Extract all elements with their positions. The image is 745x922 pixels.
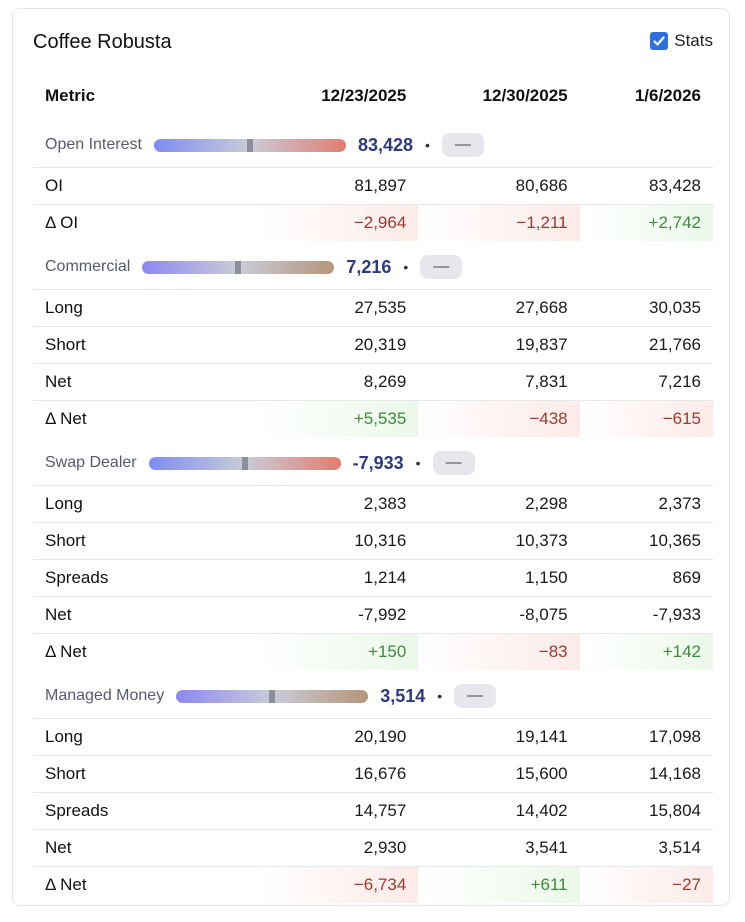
table-body [33, 119, 713, 903]
table-row [33, 168, 713, 205]
table-cell: 10,316 [257, 523, 418, 560]
table-cell: 27,535 [257, 290, 418, 327]
separator-dot: • [415, 455, 421, 471]
table-cell: −615 [580, 401, 713, 438]
table-cell: 19,141 [418, 719, 579, 756]
table-cell: 14,402 [418, 793, 579, 830]
table-cell: 869 [580, 560, 713, 597]
section-row [33, 241, 713, 290]
section-cell [33, 119, 713, 168]
separator-dot: • [425, 137, 430, 153]
table-cell: 1,214 [257, 560, 418, 597]
section-header [45, 451, 701, 475]
table-cell: 19,837 [418, 327, 579, 364]
checkmark-icon [652, 34, 666, 48]
date-header: 1/6/2026 [634, 86, 701, 105]
section-row [33, 437, 713, 486]
table-cell: -8,075 [418, 597, 579, 634]
table-cell: 20,190 [257, 719, 418, 756]
gauge-marker [247, 139, 253, 152]
table-cell: 7,831 [418, 364, 579, 401]
row-label: Net [33, 597, 257, 634]
row-label: Short [33, 327, 257, 364]
table-cell: 1,150 [418, 560, 579, 597]
table-row [33, 486, 713, 523]
cot-card [12, 8, 730, 906]
row-label: Δ Net [33, 867, 257, 904]
row-label: Spreads [33, 793, 257, 830]
table-cell: +150 [257, 634, 418, 671]
table-cell: 2,373 [580, 486, 713, 523]
table-row [33, 401, 713, 438]
table-cell: +2,742 [580, 205, 713, 242]
table-cell: 16,676 [257, 756, 418, 793]
table-cell: −83 [418, 634, 579, 671]
table-cell: 3,514 [580, 830, 713, 867]
section-header [45, 684, 701, 708]
table-cell: −2,964 [257, 205, 418, 242]
table-row [33, 327, 713, 364]
table-cell: 81,897 [257, 168, 418, 205]
stats-toggle[interactable] [650, 31, 713, 51]
stats-checkbox[interactable] [650, 32, 668, 50]
stats-label: Stats [674, 31, 713, 50]
table-cell: 8,269 [257, 364, 418, 401]
table-row [33, 364, 713, 401]
table-cell: 15,804 [580, 793, 713, 830]
table-cell: +5,535 [257, 401, 418, 438]
row-label: Spreads [33, 560, 257, 597]
card-title: Coffee Robusta [33, 31, 172, 53]
table-cell: −438 [418, 401, 579, 438]
table-cell: +142 [580, 634, 713, 671]
table-row [33, 523, 713, 560]
table-cell: 3,541 [418, 830, 579, 867]
row-label: Long [33, 719, 257, 756]
date-header: 12/23/2025 [321, 86, 407, 105]
table-cell: 15,600 [418, 756, 579, 793]
collapse-button[interactable]: — [420, 255, 462, 279]
table-row [33, 830, 713, 867]
table-cell: 83,428 [580, 168, 713, 205]
table-cell: -7,992 [257, 597, 418, 634]
section-name: Managed Money [45, 687, 165, 704]
separator-dot: • [403, 259, 409, 275]
section-header [45, 255, 701, 279]
row-label: Net [33, 830, 257, 867]
position-gauge [149, 457, 341, 470]
position-gauge [176, 690, 368, 703]
table-row [33, 793, 713, 830]
table-cell: 27,668 [418, 290, 579, 327]
table-cell: 10,365 [580, 523, 713, 560]
section-value: 83,428 [357, 134, 414, 155]
section-name: Swap Dealer [45, 454, 137, 471]
row-label: Δ OI [33, 205, 257, 242]
section-value: 3,514 [380, 685, 426, 706]
position-gauge [142, 261, 334, 274]
table-cell: 2,298 [418, 486, 579, 523]
section-cell [33, 437, 713, 486]
table-cell: 7,216 [580, 364, 713, 401]
table-cell: 14,168 [580, 756, 713, 793]
gauge-marker [242, 457, 248, 470]
section-row [33, 119, 713, 168]
table-cell: 17,098 [580, 719, 713, 756]
table-cell: −27 [580, 867, 713, 904]
table-row [33, 634, 713, 671]
section-cell [33, 241, 713, 290]
section-name: Open Interest [45, 136, 142, 153]
section-row [33, 670, 713, 719]
table-cell: -7,933 [580, 597, 713, 634]
separator-dot: • [437, 688, 443, 704]
row-label: Long [33, 290, 257, 327]
row-label: Short [33, 523, 257, 560]
row-label: Net [33, 364, 257, 401]
collapse-button[interactable]: — [454, 684, 496, 708]
table-cell: 30,035 [580, 290, 713, 327]
table-cell: 2,383 [257, 486, 418, 523]
table-row [33, 205, 713, 242]
gauge-marker [235, 261, 241, 274]
table-row [33, 867, 713, 904]
table-cell: 20,319 [257, 327, 418, 364]
header-row [33, 73, 713, 119]
row-label: Short [33, 756, 257, 793]
table-cell: +611 [418, 867, 579, 904]
table-cell: −6,734 [257, 867, 418, 904]
metric-header: Metric [45, 86, 96, 105]
section-header [45, 133, 701, 157]
table-cell: 80,686 [418, 168, 579, 205]
row-label: Δ Net [33, 634, 257, 671]
row-label: Long [33, 486, 257, 523]
table-row [33, 290, 713, 327]
table-row [33, 756, 713, 793]
collapse-button[interactable]: — [433, 451, 475, 475]
table-row [33, 719, 713, 756]
table-cell: 14,757 [257, 793, 418, 830]
date-header: 12/30/2025 [482, 86, 568, 105]
row-label: Δ Net [33, 401, 257, 438]
table-cell: −1,211 [418, 205, 579, 242]
cot-table [33, 73, 713, 903]
table-cell: 2,930 [257, 830, 418, 867]
row-label: OI [33, 168, 257, 205]
table-cell: 10,373 [418, 523, 579, 560]
gauge-marker [269, 690, 275, 703]
section-name: Commercial [45, 258, 131, 275]
section-cell [33, 670, 713, 719]
table-cell: 21,766 [580, 327, 713, 364]
table-row [33, 560, 713, 597]
section-value: 7,216 [346, 256, 392, 277]
collapse-button[interactable]: — [442, 133, 484, 157]
position-gauge [154, 139, 346, 152]
table-row [33, 597, 713, 634]
section-value: -7,933 [352, 452, 404, 473]
